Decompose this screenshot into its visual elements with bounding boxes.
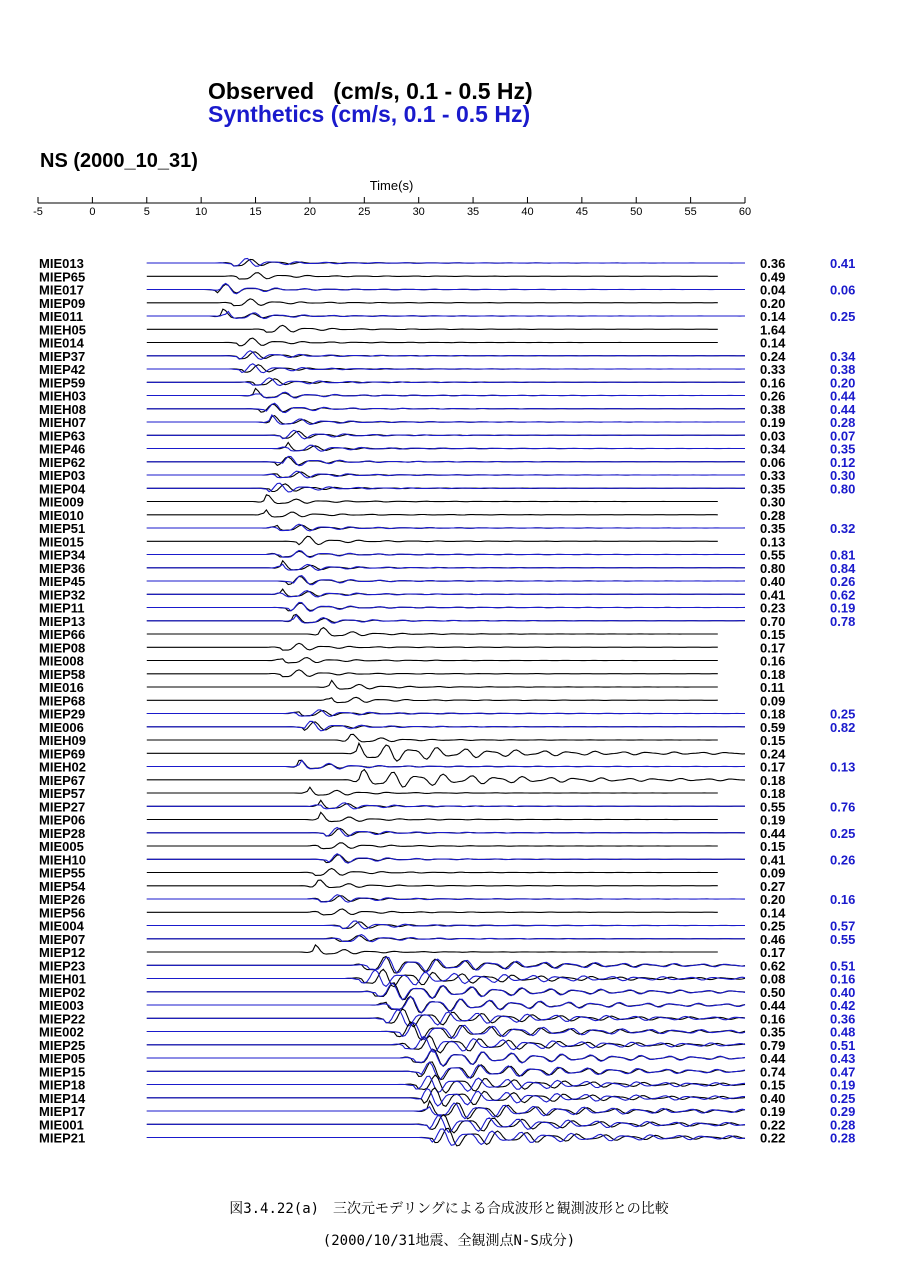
station-label: MIEP22 <box>39 1011 86 1027</box>
station-label: MIEP12 <box>39 945 86 960</box>
synthetic-max-label: 0.84 <box>830 560 856 576</box>
station-label: MIEP08 <box>39 640 86 656</box>
observed-max-label: 0.11 <box>760 680 785 695</box>
synthetic-max-label: 0.38 <box>830 362 856 377</box>
synthetic-max-label: 0.44 <box>830 401 856 417</box>
observed-max-label: 0.22 <box>760 1117 786 1133</box>
station-label: MIEP56 <box>39 905 86 921</box>
synthetic-trace <box>147 895 745 903</box>
x-tick-label: 15 <box>249 206 262 218</box>
observed-trace <box>147 1101 745 1119</box>
synthetic-trace <box>147 283 745 293</box>
station-label: MIE009 <box>39 494 84 510</box>
x-tick-label: 35 <box>466 206 480 218</box>
synthetic-max-label: 0.80 <box>830 481 856 497</box>
synthetic-max-label: 0.30 <box>830 468 856 483</box>
x-tick-label: 25 <box>358 206 371 218</box>
x-tick-label: 40 <box>521 206 534 218</box>
observed-max-label: 0.59 <box>760 719 786 735</box>
observed-max-label: 0.24 <box>760 746 786 762</box>
synthetics-title: Synthetics (cm/s, 0.1 - 0.5 Hz) <box>208 101 531 127</box>
synthetic-max-label: 0.32 <box>830 521 856 536</box>
synthetic-max-label: 0.55 <box>830 931 856 947</box>
observed-max-label: 0.80 <box>760 560 786 576</box>
synthetic-max-label: 0.34 <box>830 348 856 364</box>
observed-max-label: 0.35 <box>760 1024 786 1040</box>
station-label: MIEP09 <box>39 295 86 311</box>
observed-max-label: 0.15 <box>760 1077 786 1093</box>
observed-max-label: 0.46 <box>760 931 786 947</box>
synthetic-max-label: 0.19 <box>830 1077 856 1093</box>
observed-max-label: 0.44 <box>760 1051 786 1066</box>
observed-max-label: 0.18 <box>760 666 786 682</box>
synthetic-trace <box>147 983 745 1000</box>
observed-max-label: 0.24 <box>760 348 786 364</box>
synthetic-max-label: 0.36 <box>830 1011 856 1027</box>
synthetic-max-label: 0.78 <box>830 613 856 629</box>
observed-trace <box>147 670 718 677</box>
x-tick-label: 0 <box>89 206 96 218</box>
observed-trace <box>147 697 718 702</box>
observed-trace <box>147 443 745 451</box>
observed-max-label: 0.55 <box>760 547 786 563</box>
observed-max-label: 0.14 <box>760 335 786 351</box>
observed-max-label: 0.28 <box>760 507 786 523</box>
synthetic-max-label: 0.28 <box>830 415 856 430</box>
synthetic-max-label: 0.07 <box>830 428 856 444</box>
station-label: MIEP03 <box>39 468 86 483</box>
observed-trace <box>147 770 745 788</box>
observed-max-label: 0.16 <box>760 1011 786 1027</box>
synthetic-trace <box>147 957 745 973</box>
station-label: MIEP18 <box>39 1077 86 1093</box>
synthetic-max-label: 0.28 <box>830 1117 856 1133</box>
station-label: MIEP45 <box>39 574 86 589</box>
synthetic-trace <box>147 364 745 373</box>
station-label: MIE008 <box>39 653 84 669</box>
synthetic-trace <box>147 615 745 623</box>
observed-max-label: 0.22 <box>760 1130 786 1146</box>
station-label: MIE003 <box>39 998 84 1013</box>
observed-max-label: 0.25 <box>760 918 786 934</box>
synthetic-max-label: 0.48 <box>830 1024 856 1040</box>
x-tick-label: 45 <box>575 206 588 218</box>
synthetic-trace <box>147 576 745 585</box>
station-label: MIEP58 <box>39 666 86 682</box>
station-label: MIEP05 <box>39 1051 86 1066</box>
observed-max-label: 0.38 <box>760 401 786 417</box>
synthetic-trace <box>147 392 745 398</box>
observed-max-label: 0.70 <box>760 613 786 629</box>
observed-max-label: 0.15 <box>760 627 786 642</box>
station-label: MIEP46 <box>39 441 86 457</box>
station-label: MIEP04 <box>39 481 86 497</box>
observed-max-label: 0.09 <box>760 693 786 709</box>
synthetic-trace <box>147 1049 745 1066</box>
synthetic-trace <box>147 524 745 531</box>
station-label: MIEP25 <box>39 1037 86 1053</box>
station-label: MIEP17 <box>39 1104 86 1119</box>
station-label: MIEP32 <box>39 587 86 603</box>
station-label: MIEP67 <box>39 772 86 788</box>
synthetic-max-label: 0.25 <box>830 706 856 722</box>
observed-max-label: 0.34 <box>760 441 786 457</box>
station-label: MIE011 <box>39 309 84 324</box>
observed-max-label: 0.09 <box>760 865 786 881</box>
station-label: MIEH03 <box>39 388 86 404</box>
synthetic-trace <box>147 1076 745 1092</box>
station-label: MIEP34 <box>39 547 86 563</box>
station-label: MIE004 <box>39 918 84 934</box>
observed-max-label: 0.17 <box>760 640 786 656</box>
chart-subtitle: NS (2000_10_31) <box>40 150 198 172</box>
station-label: MIEP62 <box>39 454 86 470</box>
synthetic-trace <box>147 760 745 769</box>
observed-max-label: 0.35 <box>760 521 786 536</box>
observed-trace <box>147 843 718 849</box>
observed-trace <box>147 1088 745 1107</box>
synthetic-max-label: 0.62 <box>830 587 856 603</box>
station-label: MIEP23 <box>39 958 86 974</box>
observed-max-label: 0.14 <box>760 905 786 921</box>
figure-caption-detail: (2000/10/31地震、全観測点N-S成分) <box>322 1233 576 1249</box>
observed-max-label: 0.26 <box>760 388 786 404</box>
observed-max-label: 0.13 <box>760 534 786 550</box>
station-label: MIEH02 <box>39 759 86 775</box>
observed-max-label: 0.62 <box>760 958 786 974</box>
station-label: MIE013 <box>39 256 84 271</box>
synthetic-trace <box>147 935 745 942</box>
observed-trace <box>147 658 718 663</box>
x-tick-label: -5 <box>33 206 43 218</box>
synthetic-max-label: 0.41 <box>830 256 856 271</box>
synthetic-trace <box>147 1089 745 1106</box>
synthetic-max-label: 0.26 <box>830 574 856 589</box>
synthetic-max-label: 0.40 <box>830 984 856 1000</box>
synthetic-max-label: 0.25 <box>830 825 856 841</box>
observed-max-label: 0.19 <box>760 415 786 430</box>
station-label: MIEP68 <box>39 693 86 709</box>
synthetic-trace <box>147 803 745 809</box>
observed-trace <box>147 536 718 544</box>
synthetic-max-label: 0.51 <box>830 958 856 974</box>
station-label: MIE006 <box>39 719 84 735</box>
observed-max-label: 0.16 <box>760 375 786 391</box>
observed-max-label: 0.18 <box>760 786 786 801</box>
station-label: MIEP57 <box>39 786 86 801</box>
station-label: MIEP15 <box>39 1064 86 1080</box>
station-label: MIE001 <box>39 1117 84 1133</box>
observed-max-label: 0.17 <box>760 945 786 960</box>
observed-max-label: 0.19 <box>760 812 786 828</box>
observed-trace <box>147 743 745 761</box>
observed-max-label: 0.06 <box>760 454 786 470</box>
synthetic-trace <box>147 970 745 987</box>
synthetic-trace <box>147 1103 745 1119</box>
station-label: MIEP65 <box>39 269 86 285</box>
observed-max-label: 0.41 <box>760 587 786 603</box>
synthetic-max-label: 0.44 <box>830 388 856 404</box>
observed-max-label: 0.49 <box>760 269 786 285</box>
station-label: MIEP29 <box>39 706 86 722</box>
observed-max-label: 0.18 <box>760 706 786 722</box>
station-label: MIEH09 <box>39 733 86 748</box>
synthetic-trace <box>147 456 745 465</box>
station-label: MIEP27 <box>39 799 86 815</box>
synthetic-max-label: 0.25 <box>830 1090 856 1106</box>
figure-caption: 図3.4.22(a) 三次元モデリングによる合成波形と観測波形との比較 <box>229 1201 669 1217</box>
station-label: MIEP66 <box>39 627 86 642</box>
station-label: MIE005 <box>39 839 84 854</box>
station-label: MIEP36 <box>39 560 86 576</box>
synthetic-max-label: 0.29 <box>830 1104 856 1119</box>
synthetic-trace <box>147 551 745 558</box>
observed-trace <box>147 325 718 332</box>
synthetic-max-label: 0.51 <box>830 1037 856 1053</box>
synthetic-trace <box>147 854 745 863</box>
synthetic-trace <box>147 415 745 424</box>
observed-max-label: 0.18 <box>760 772 786 788</box>
observed-trace <box>147 614 745 622</box>
observed-trace <box>147 734 718 742</box>
observed-max-label: 0.15 <box>760 733 786 748</box>
synthetic-trace <box>147 602 745 611</box>
observed-max-label: 0.08 <box>760 971 786 987</box>
observed-trace <box>147 787 718 795</box>
synthetic-max-label: 0.47 <box>830 1064 856 1080</box>
observed-title: Observed (cm/s, 0.1 - 0.5 Hz) <box>208 78 533 104</box>
station-label: MIEP55 <box>39 865 86 881</box>
synthetic-max-label: 0.25 <box>830 309 856 324</box>
observed-max-label: 0.35 <box>760 481 786 497</box>
observed-trace <box>147 680 718 689</box>
synthetic-trace <box>147 351 745 360</box>
synthetic-trace <box>147 1129 745 1145</box>
x-tick-label: 50 <box>630 206 643 218</box>
observed-max-label: 0.03 <box>760 428 786 444</box>
x-axis-label: Time(s) <box>369 178 414 193</box>
synthetic-trace <box>147 564 745 570</box>
station-label: MIEP02 <box>39 984 86 1000</box>
station-label: MIEP54 <box>39 878 86 894</box>
station-label: MIEP21 <box>39 1130 86 1146</box>
x-tick-label: 60 <box>738 206 752 218</box>
station-label: MIEP26 <box>39 892 86 907</box>
synthetic-trace <box>147 430 745 439</box>
station-label: MIEH08 <box>39 401 86 417</box>
station-label: MIEH10 <box>39 852 86 868</box>
station-label: MIEH01 <box>39 971 86 987</box>
station-label: MIEH07 <box>39 415 86 430</box>
synthetic-trace <box>147 403 745 412</box>
synthetic-trace <box>147 997 745 1013</box>
x-tick-label: 10 <box>195 206 208 218</box>
observed-max-label: 0.74 <box>760 1064 786 1080</box>
x-tick-label: 5 <box>143 206 150 218</box>
observed-max-label: 0.55 <box>760 799 786 815</box>
observed-max-label: 0.20 <box>760 892 786 907</box>
observed-trace <box>147 284 745 293</box>
synthetic-trace <box>147 1010 745 1026</box>
x-tick-label: 20 <box>303 206 317 218</box>
observed-max-label: 0.20 <box>760 295 786 311</box>
synthetic-max-label: 0.76 <box>830 799 856 815</box>
synthetic-trace <box>147 378 745 386</box>
synthetic-max-label: 0.06 <box>830 282 856 298</box>
observed-trace <box>147 628 718 636</box>
synthetic-trace <box>147 921 745 929</box>
observed-trace <box>147 643 718 650</box>
station-label: MIE017 <box>39 282 84 298</box>
synthetic-trace <box>147 828 745 837</box>
synthetic-max-label: 0.19 <box>830 600 856 616</box>
observed-max-label: 0.23 <box>760 600 786 616</box>
observed-trace <box>147 273 718 279</box>
synthetic-max-label: 0.16 <box>830 971 856 987</box>
station-label: MIE014 <box>39 335 84 351</box>
observed-max-label: 0.17 <box>760 759 786 775</box>
synthetic-max-label: 0.42 <box>830 998 856 1013</box>
observed-max-label: 0.16 <box>760 653 786 669</box>
observed-trace <box>147 388 745 397</box>
station-label: MIEP42 <box>39 362 86 377</box>
station-label: MIEP69 <box>39 746 86 762</box>
station-label: MIEP63 <box>39 428 86 444</box>
synthetic-max-label: 0.82 <box>830 719 856 735</box>
observed-max-label: 0.40 <box>760 1090 786 1106</box>
observed-trace <box>147 722 745 730</box>
station-label: MIEP06 <box>39 812 86 828</box>
station-label: MIEP13 <box>39 613 86 629</box>
observed-trace <box>147 869 718 876</box>
station-label: MIEP28 <box>39 825 86 841</box>
station-label: MIEP51 <box>39 521 86 536</box>
observed-trace <box>147 338 718 346</box>
observed-max-label: 0.04 <box>760 282 786 298</box>
station-label: MIEP11 <box>39 600 85 616</box>
observed-max-label: 0.79 <box>760 1037 786 1053</box>
station-label: MIEH05 <box>39 322 86 338</box>
synthetic-trace <box>147 258 745 266</box>
observed-trace <box>147 299 718 306</box>
synthetic-trace <box>147 710 745 716</box>
station-label: MIE002 <box>39 1024 84 1040</box>
synthetic-max-label: 0.26 <box>830 852 856 868</box>
observed-max-label: 0.44 <box>760 825 786 841</box>
observed-max-label: 0.19 <box>760 1104 786 1119</box>
observed-max-label: 0.44 <box>760 998 786 1013</box>
synthetic-max-label: 0.16 <box>830 892 856 907</box>
observed-max-label: 0.41 <box>760 852 786 868</box>
observed-trace <box>147 909 718 915</box>
observed-trace <box>147 812 718 821</box>
observed-trace <box>147 416 745 424</box>
observed-trace <box>147 945 718 954</box>
observed-trace <box>147 589 745 596</box>
synthetic-trace <box>147 1036 745 1052</box>
observed-max-label: 0.33 <box>760 362 786 377</box>
observed-max-label: 0.27 <box>760 878 786 894</box>
observed-trace <box>147 561 745 570</box>
synthetic-max-label: 0.35 <box>830 441 856 457</box>
synthetic-max-label: 0.28 <box>830 1130 856 1146</box>
observed-trace <box>147 800 745 808</box>
station-label: MIEP14 <box>39 1090 86 1106</box>
synthetic-max-label: 0.57 <box>830 918 856 934</box>
observed-trace <box>147 309 745 318</box>
station-label: MIEP59 <box>39 375 86 391</box>
station-label: MIE015 <box>39 534 84 550</box>
x-tick-label: 55 <box>684 206 697 218</box>
observed-max-label: 0.36 <box>760 256 786 271</box>
synthetic-max-label: 0.20 <box>830 375 856 391</box>
synthetic-trace <box>147 445 745 451</box>
synthetic-max-label: 0.13 <box>830 759 856 775</box>
observed-max-label: 0.14 <box>760 309 786 324</box>
observed-max-label: 1.64 <box>760 322 786 338</box>
observed-max-label: 0.50 <box>760 984 786 1000</box>
observed-max-label: 0.33 <box>760 468 786 483</box>
observed-trace <box>147 880 718 887</box>
synthetic-max-label: 0.12 <box>830 454 856 470</box>
synthetic-max-label: 0.43 <box>830 1051 856 1066</box>
observed-trace <box>147 510 718 517</box>
station-label: MIEP37 <box>39 348 86 364</box>
synthetic-max-label: 0.81 <box>830 547 856 563</box>
observed-trace <box>147 484 745 492</box>
synthetic-trace <box>147 1023 745 1040</box>
observed-trace <box>147 495 718 504</box>
x-tick-label: 30 <box>412 206 425 218</box>
observed-max-label: 0.15 <box>760 839 786 854</box>
station-label: MIE016 <box>39 680 84 695</box>
station-label: MIE010 <box>39 507 84 523</box>
station-label: MIEP07 <box>39 931 86 947</box>
observed-max-label: 0.30 <box>760 494 786 510</box>
observed-max-label: 0.40 <box>760 574 786 589</box>
